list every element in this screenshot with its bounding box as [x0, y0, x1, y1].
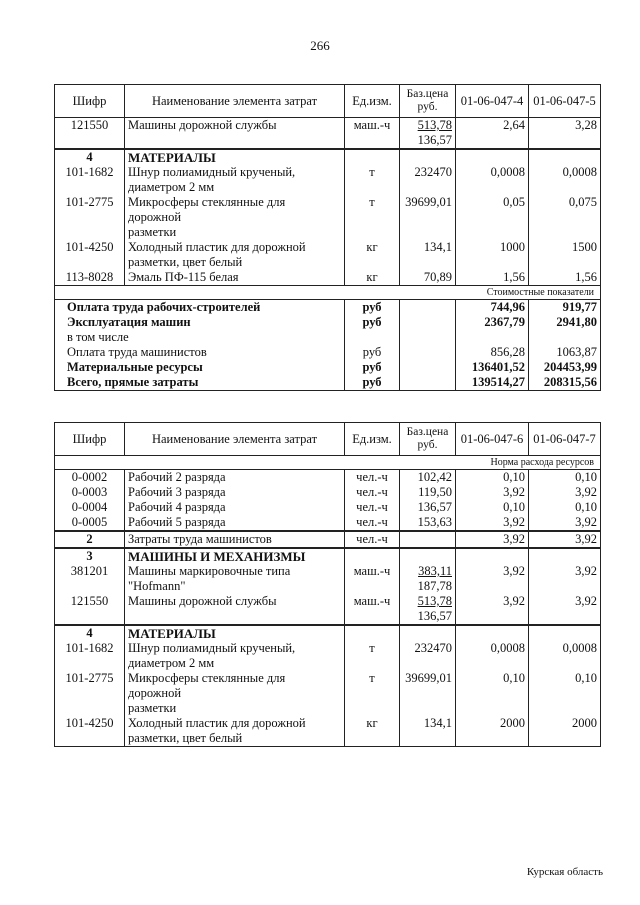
row-name: Рабочий 3 разряда — [125, 485, 345, 500]
row-price: 134,1 — [400, 716, 456, 747]
table-row — [55, 564, 601, 594]
row-code: 381201 — [55, 564, 125, 594]
table-row — [55, 118, 601, 150]
cost-value-2: 204453,99 — [529, 360, 601, 375]
section-row-operators — [55, 531, 601, 548]
row-price — [400, 118, 456, 150]
row-name: Затраты труда машинистов — [125, 531, 345, 548]
row-unit: чел.-ч — [345, 531, 400, 548]
row-value-2: 3,28 — [529, 118, 601, 150]
cost-label: Эксплуатация машин — [55, 315, 345, 330]
section-title: МАТЕРИАЛЫ — [125, 149, 345, 165]
row-value-2: 1500 — [529, 240, 601, 270]
page-number: 266 — [310, 38, 330, 53]
cost-row — [55, 375, 601, 391]
row-code: 0-0004 — [55, 500, 125, 515]
row-code: 101-2775 — [55, 195, 125, 240]
cost-value-2: 1063,87 — [529, 345, 601, 360]
cost-row — [55, 315, 601, 330]
row-value-2: 3,92 — [529, 485, 601, 500]
cost-value-2: 919,77 — [529, 300, 601, 316]
cost-unit: руб — [345, 300, 400, 316]
row-value-1: 3,92 — [456, 515, 529, 531]
header-base-price: Баз.цена руб. — [400, 85, 456, 118]
row-value-1: 1000 — [456, 240, 529, 270]
cost-label: в том числе — [55, 330, 345, 345]
row-value-2: 0,075 — [529, 195, 601, 240]
cost-row — [55, 345, 601, 360]
row-unit: чел.-ч — [345, 485, 400, 500]
row-value-1: 1,56 — [456, 270, 529, 286]
section-number: 2 — [55, 531, 125, 548]
section-row-materials — [55, 625, 601, 641]
section-number: 3 — [55, 548, 125, 564]
cost-unit: руб — [345, 345, 400, 360]
row-name: Холодный пластик для дорожной разметки, цвет белый — [125, 240, 345, 270]
table-row — [55, 641, 601, 671]
row-code: 101-4250 — [55, 716, 125, 747]
cost-table-1 — [54, 84, 601, 391]
row-value-1: 0,0008 — [456, 641, 529, 671]
cost-table-2 — [54, 422, 601, 747]
table-row — [55, 270, 601, 286]
row-value-1: 3,92 — [456, 594, 529, 625]
table-row — [55, 515, 601, 531]
row-name: Эмаль ПФ-115 белая — [125, 270, 345, 286]
row-value-2: 0,0008 — [529, 641, 601, 671]
table-row — [55, 716, 601, 747]
cost-value-1: 2367,79 — [456, 315, 529, 330]
row-value-2: 3,92 — [529, 594, 601, 625]
row-name: Рабочий 2 разряда — [125, 470, 345, 486]
row-name: Рабочий 5 разряда — [125, 515, 345, 531]
footer-region: Курская область — [526, 866, 603, 878]
cost-value-1 — [456, 330, 529, 345]
row-unit: чел.-ч — [345, 500, 400, 515]
row-value-1: 3,92 — [456, 564, 529, 594]
section-number: 4 — [55, 149, 125, 165]
row-unit: маш.-ч — [345, 564, 400, 594]
cost-banner-row — [55, 286, 601, 300]
row-unit: кг — [345, 716, 400, 747]
row-unit: т — [345, 641, 400, 671]
row-price: 39699,01 — [400, 195, 456, 240]
row-value-2: 0,10 — [529, 500, 601, 515]
table-header-row — [55, 85, 601, 118]
table-row — [55, 195, 601, 240]
row-value-2: 0,0008 — [529, 165, 601, 195]
section-title: МАТЕРИАЛЫ — [125, 625, 345, 641]
row-code: 113-8028 — [55, 270, 125, 286]
header-unit: Ед.изм. — [345, 85, 400, 118]
header-base-price: Баз.цена руб. — [400, 423, 456, 456]
row-unit: маш.-ч — [345, 118, 400, 150]
row-price: 134,1 — [400, 240, 456, 270]
price-top: 383,11 — [418, 564, 452, 578]
row-name: Шнур полиамидный крученый, диаметром 2 мм — [125, 641, 345, 671]
row-value-1: 0,10 — [456, 671, 529, 716]
cost-value-2: 2941,80 — [529, 315, 601, 330]
price-top: 513,78 — [417, 118, 452, 132]
row-name: Машины маркировочные типа "Hofmann" — [125, 564, 345, 594]
row-name: Рабочий 4 разряда — [125, 500, 345, 515]
row-code: 101-1682 — [55, 641, 125, 671]
row-name: Холодный пластик для дорожной разметки, цвет белый — [125, 716, 345, 747]
row-code: 101-4250 — [55, 240, 125, 270]
cost-unit — [345, 330, 400, 345]
price-top: 513,78 — [417, 594, 452, 608]
row-code: 101-1682 — [55, 165, 125, 195]
row-value-1: 0,05 — [456, 195, 529, 240]
row-price: 102,42 — [400, 470, 456, 486]
row-unit: кг — [345, 240, 400, 270]
row-unit: кг — [345, 270, 400, 286]
row-price: 70,89 — [400, 270, 456, 286]
header-rate-1: 01-06-047-6 — [456, 423, 529, 456]
row-code: 101-2775 — [55, 671, 125, 716]
cost-value-1: 744,96 — [456, 300, 529, 316]
table-row — [55, 671, 601, 716]
section-number: 4 — [55, 625, 125, 641]
row-value-2: 1,56 — [529, 270, 601, 286]
row-value-2: 3,92 — [529, 515, 601, 531]
row-price — [400, 564, 456, 594]
price-bottom: 136,57 — [417, 609, 452, 623]
row-value-2: 3,92 — [529, 564, 601, 594]
row-unit: т — [345, 671, 400, 716]
row-unit: чел.-ч — [345, 515, 400, 531]
row-name: Микросферы стеклянные для дорожной разметки — [125, 671, 345, 716]
cost-unit: руб — [345, 315, 400, 330]
header-code: Шифр — [55, 85, 125, 118]
cost-label: Оплата труда машинистов — [55, 345, 345, 360]
row-unit: маш.-ч — [345, 594, 400, 625]
cost-label: Всего, прямые затраты — [55, 375, 345, 391]
row-code: 121550 — [55, 118, 125, 150]
cost-unit: руб — [345, 360, 400, 375]
cost-label: Оплата труда рабочих-строителей — [55, 300, 345, 316]
row-value-1: 0,10 — [456, 500, 529, 515]
row-price: 136,57 — [400, 500, 456, 515]
header-name: Наименование элемента затрат — [125, 423, 345, 456]
row-price — [400, 594, 456, 625]
cost-value-1: 139514,27 — [456, 375, 529, 391]
section-title: МАШИНЫ И МЕХАНИЗМЫ — [125, 548, 345, 564]
row-price: 232470 — [400, 641, 456, 671]
price-bottom: 187,78 — [417, 579, 452, 593]
row-value-2: 3,92 — [529, 531, 601, 548]
row-name: Машины дорожной службы — [125, 594, 345, 625]
cost-label: Материальные ресурсы — [55, 360, 345, 375]
header-unit: Ед.изм. — [345, 423, 400, 456]
row-code: 0-0003 — [55, 485, 125, 500]
table-row — [55, 594, 601, 625]
row-value-1: 0,10 — [456, 470, 529, 486]
header-rate-2: 01-06-047-7 — [529, 423, 601, 456]
header-rate-2: 01-06-047-5 — [529, 85, 601, 118]
row-value-2: 0,10 — [529, 470, 601, 486]
table-row — [55, 240, 601, 270]
header-rate-1: 01-06-047-4 — [456, 85, 529, 118]
cost-banner: Стоимостные показатели — [55, 286, 601, 300]
row-value-1: 3,92 — [456, 485, 529, 500]
cost-value-1: 856,28 — [456, 345, 529, 360]
row-value-1: 0,0008 — [456, 165, 529, 195]
row-price: 153,63 — [400, 515, 456, 531]
section-row-materials — [55, 149, 601, 165]
row-name: Микросферы стеклянные для дорожной разметки — [125, 195, 345, 240]
row-code: 121550 — [55, 594, 125, 625]
row-code: 0-0002 — [55, 470, 125, 486]
table-row — [55, 500, 601, 515]
row-price: 232470 — [400, 165, 456, 195]
cost-row — [55, 300, 601, 316]
row-unit: т — [345, 165, 400, 195]
cost-value-2 — [529, 330, 601, 345]
row-unit: т — [345, 195, 400, 240]
row-name: Шнур полиамидный крученый, диаметром 2 мм — [125, 165, 345, 195]
row-name: Машины дорожной службы — [125, 118, 345, 150]
section-row-machines — [55, 548, 601, 564]
row-value-1: 2,64 — [456, 118, 529, 150]
row-price: 39699,01 — [400, 671, 456, 716]
price-bottom: 136,57 — [417, 133, 452, 147]
table-row — [55, 165, 601, 195]
header-code: Шифр — [55, 423, 125, 456]
row-value-2: 2000 — [529, 716, 601, 747]
table-row — [55, 470, 601, 486]
row-code: 0-0005 — [55, 515, 125, 531]
norm-banner: Норма расхода ресурсов — [55, 456, 601, 470]
cost-row — [55, 330, 601, 345]
row-price: 119,50 — [400, 485, 456, 500]
row-value-1: 2000 — [456, 716, 529, 747]
row-value-2: 0,10 — [529, 671, 601, 716]
row-unit: чел.-ч — [345, 470, 400, 486]
table-header-row — [55, 423, 601, 456]
cost-unit: руб — [345, 375, 400, 391]
norm-banner-row — [55, 456, 601, 470]
cost-value-2: 208315,56 — [529, 375, 601, 391]
row-value-1: 3,92 — [456, 531, 529, 548]
cost-row — [55, 360, 601, 375]
table-row — [55, 485, 601, 500]
header-name: Наименование элемента затрат — [125, 85, 345, 118]
cost-value-1: 136401,52 — [456, 360, 529, 375]
